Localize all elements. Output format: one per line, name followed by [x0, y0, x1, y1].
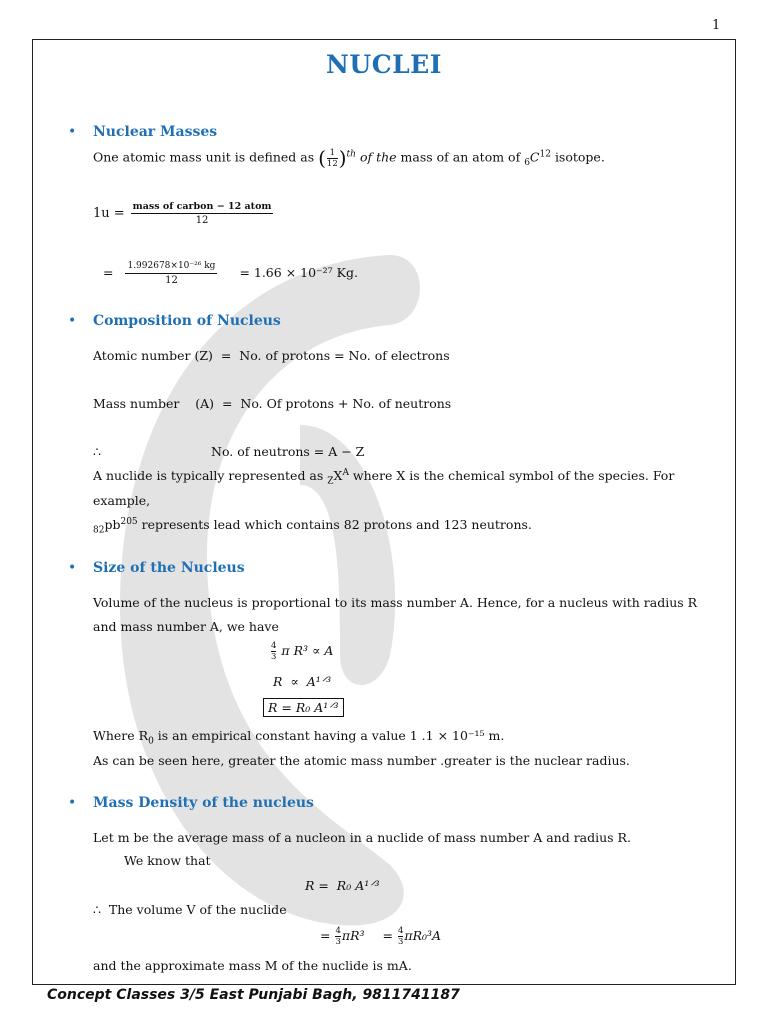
- text-span: Where R: [93, 728, 149, 743]
- density-line-3: ∴ The volume V of the nuclide: [93, 902, 287, 917]
- fraction: [398, 926, 403, 947]
- neutrons-line: No. of neutrons = A − Z: [211, 444, 365, 459]
- eq-text: π R³ ∝ A: [281, 643, 334, 658]
- numerator: 4: [335, 926, 341, 936]
- text-span: is an empirical constant having a value 1 .1 × 10⁻¹⁵ m.: [153, 728, 505, 743]
- therefore-symbol: ∴: [93, 444, 101, 459]
- amu-equation: [93, 200, 275, 227]
- nuclide-sub: Z: [327, 476, 334, 487]
- nuclide-sup: A: [342, 468, 349, 478]
- eq-text: πR³: [341, 928, 365, 943]
- radius-formula-box: [263, 700, 344, 715]
- heading-size: Size of the Nucleus: [93, 560, 245, 576]
- fraction-paren: (: [318, 146, 326, 170]
- footer: Concept Classes 3/5 East Punjabi Bagh, 9811741187: [47, 987, 460, 1003]
- density-line-2: We know that: [124, 853, 211, 868]
- page-number: 1: [712, 18, 721, 33]
- example-line: example,: [93, 493, 151, 508]
- text-span: A nuclide is typically represented as: [93, 468, 328, 484]
- text-span: where X is the chemical symbol of the species. For: [348, 468, 675, 484]
- lead-symbol: pb: [104, 517, 121, 533]
- denominator: 3: [271, 652, 277, 662]
- r0-sub: 0: [148, 736, 154, 747]
- volume-formula: [320, 926, 441, 947]
- eq-sign: =: [103, 265, 114, 280]
- eq-text: πR₀³A: [404, 928, 442, 943]
- denominator: 12: [165, 275, 178, 286]
- bullet-icon: •: [68, 313, 77, 329]
- density-line-4: and the approximate mass M of the nuclide is mA.: [93, 958, 412, 973]
- heading-nuclear-masses: Nuclear Masses: [93, 124, 218, 140]
- bullet-icon: •: [68, 795, 77, 811]
- size-para-1: Volume of the nucleus is proportional to its mass number A. Hence, for a nucleus with radius R: [93, 595, 698, 610]
- eq-rhs: = 1.66 × 10⁻²⁷ Kg.: [239, 265, 358, 280]
- text-span: One atomic mass unit is defined as: [93, 149, 319, 165]
- amu-definition: [93, 146, 605, 170]
- one-twelfth-fraction: $\frac{1}{12}$: [326, 147, 338, 169]
- heading-density: Mass Density of the nucleus: [93, 795, 314, 811]
- numerator: 4: [397, 926, 404, 936]
- density-eq-1: R = R₀ A¹ᐟ³: [305, 878, 380, 893]
- text-span: isotope.: [554, 149, 605, 165]
- lead-line: [93, 517, 532, 536]
- eq-sign: =: [382, 928, 393, 943]
- fraction: [271, 641, 276, 662]
- denominator: 3: [397, 937, 404, 947]
- th-superscript: th: [346, 149, 356, 160]
- page-title: NUCLEI: [326, 50, 442, 79]
- isotope-sup: 12: [539, 149, 551, 160]
- text-span: of the: [355, 149, 401, 165]
- numerator: mass of carbon − 12 atom: [132, 201, 272, 212]
- nuclide-line: [93, 468, 674, 487]
- numerator: 1.992678×10⁻²⁶ kg: [125, 260, 217, 274]
- bullet-icon: •: [68, 124, 77, 140]
- density-line-1: Let m be the average mass of a nucleon in a nuclide of mass number A and radius R.: [93, 830, 631, 845]
- amu-value-equation: [103, 260, 358, 287]
- lead-sup: 205: [120, 517, 138, 527]
- lead-sub: 82: [93, 525, 105, 536]
- boxed-formula: R = R₀ A¹ᐟ³: [263, 698, 344, 717]
- atomic-number-line: Atomic number (Z) = No. of protons = No. of electrons: [93, 348, 450, 363]
- denominator: 12: [195, 215, 209, 226]
- isotope-sub: 6: [524, 158, 530, 168]
- nuclide-symbol: X: [333, 468, 343, 484]
- size-para-2: and mass number A, we have: [93, 619, 279, 634]
- mass-number-line: Mass number (A) = No. Of protons + No. of neutrons: [93, 396, 452, 411]
- eq-lhs: 1u =: [93, 206, 125, 221]
- heading-composition: Composition of Nucleus: [93, 313, 281, 329]
- where-line: [93, 728, 504, 747]
- text-span: represents lead which contains 82 protons and 123 neutrons.: [137, 517, 532, 533]
- isotope-symbol: C: [529, 149, 540, 165]
- eq-sign: =: [320, 928, 331, 943]
- bullet-icon: •: [68, 560, 77, 576]
- fraction: [125, 260, 217, 287]
- radius-proportional: R ∝ A¹ᐟ³: [273, 674, 332, 689]
- denominator: 3: [335, 937, 341, 947]
- watermark-logo: [90, 225, 420, 935]
- numerator: 4: [271, 641, 277, 651]
- volume-equation: [270, 641, 333, 662]
- text-span: mass of an atom of: [400, 149, 525, 165]
- conclusion-line: As can be seen here, greater the atomic mass number .greater is the nuclear radius.: [93, 753, 630, 768]
- fraction: [335, 926, 340, 947]
- fraction: [131, 200, 274, 227]
- fraction-paren: ): [338, 146, 347, 170]
